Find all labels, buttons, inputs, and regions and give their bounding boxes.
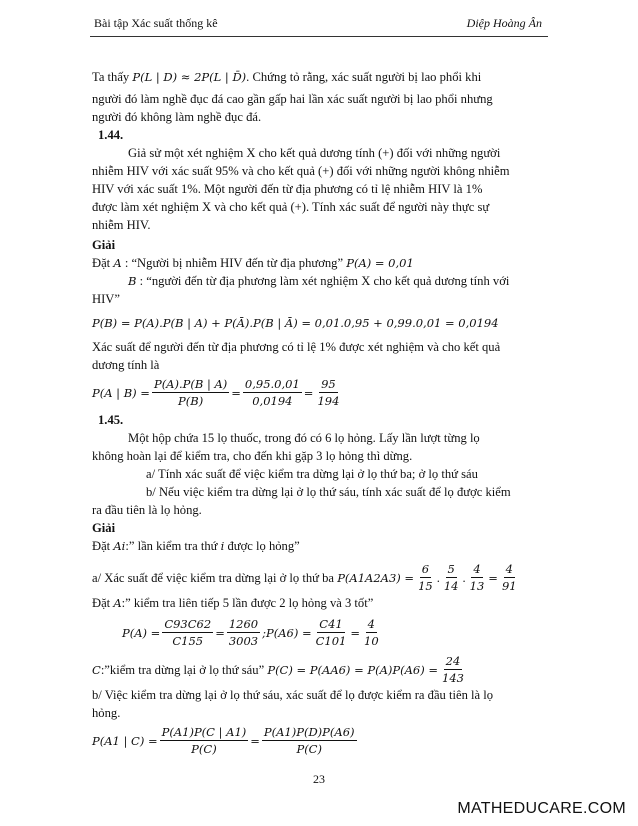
total-probability-equation: P(B) = P(A).P(B | A) + P(Ā).P(B | Ā) = 0,01.0,95 + 0,99.0,01 = 0,0194 — [92, 316, 499, 330]
a-result-num: 4 — [505, 562, 513, 576]
answer-b-equation: P(A1 | C) = $\frac{P(A1)P(C | A1)}{P(C)}$ = $\frac{P(A1)P(D)P(A6)}{P(C)}$ — [92, 725, 355, 756]
def-A-2-text: :” kiểm tra liên tiếp 5 lần được 2 lọ hỏng và 3 tốt” — [121, 596, 374, 610]
page-number: 23 — [313, 772, 325, 786]
answer-b-line-2: hỏng. — [92, 706, 121, 720]
bayes-lhs: P(A | B) = — [92, 385, 150, 400]
prob-C-formula: P(C) = P(AA6) = P(A)P(A6) = — [267, 662, 439, 677]
definition-A — [92, 254, 547, 272]
b-den-2: P(C) — [296, 742, 322, 756]
answer-a: a/ Xác suất để việc kiểm tra dừng lại ở lọ thứ ba P(A1A2A3) = $\frac{6}{15}$ . $\frac{5}{14}$ . $\frac{4}{13}$ = $\frac{4}{91}$ — [92, 562, 517, 593]
question-b-line-1: b/ Nếu việc kiểm tra dừng lại ở lọ thứ sáu, tính xác suất để lọ được kiểm — [146, 485, 511, 499]
definition-B — [92, 272, 547, 290]
exercise-1-44-line-5: nhiễm HIV. — [92, 218, 151, 232]
intro-line-1 — [92, 68, 547, 86]
intro-formula: P(L | D) ≈ 2P(L | D̄) — [132, 70, 247, 84]
b-lhs: P(A1 | C) = — [92, 733, 158, 748]
question-b-line-2: ra đầu tiên là lọ hỏng. — [92, 503, 202, 517]
bayes-num-3: 95 — [321, 377, 336, 391]
pa6-lhs: ;P(A6) = — [262, 625, 312, 640]
bayes-den-2: 0,0194 — [252, 394, 293, 408]
pa6-result-den: 10 — [364, 634, 379, 648]
def-B-text: : “người đến từ địa phương làm xét nghiệm X cho kết quả dương tính với — [136, 274, 510, 288]
pa6-num: C41 — [319, 617, 343, 631]
pa-den: C155 — [172, 634, 204, 648]
bayes-fraction-1 — [152, 376, 229, 409]
pa-mid-num: 1260 — [228, 617, 259, 631]
intro-line-3: người đó không làm nghề đục đá. — [92, 110, 262, 124]
header-title: Bài tập Xác suất thống kê — [94, 16, 218, 30]
pa-frac — [162, 616, 213, 649]
answer-a-result — [500, 561, 519, 594]
var-C: C — [92, 662, 101, 677]
c-result-den: 143 — [442, 671, 464, 685]
prob-C-result — [440, 653, 466, 686]
exercise-1-44-line-4: được làm xét nghiệm X và cho kết quả (+). Tính xác suất để người này thực sự — [92, 200, 490, 214]
pa-num: C93C62 — [164, 617, 212, 631]
solution-label-1-45: Giải — [92, 521, 116, 535]
exercise-1-45-number: 1.45. — [98, 413, 124, 427]
var-A-2: A — [113, 596, 122, 610]
def-prefix-3: Đặt — [92, 596, 111, 610]
b-frac-1 — [160, 724, 249, 757]
a-f2-num: 5 — [447, 562, 455, 576]
bayes-fraction-3 — [315, 376, 341, 409]
pa-mid-den: 3003 — [228, 634, 259, 648]
answer-a-text: a/ Xác suất để việc kiểm tra dừng lại ở lọ thứ ba — [92, 570, 335, 585]
intro-prefix: Ta thấy — [92, 70, 130, 84]
var-A: A — [113, 256, 122, 270]
definition-B-cont: HIV” — [92, 292, 120, 306]
b-den-1: P(C) — [191, 742, 217, 756]
def-Ai-text-2: được lọ hỏng” — [227, 539, 300, 553]
pa6-result-num: 4 — [367, 617, 375, 631]
var-Ai: Ai — [113, 539, 126, 553]
intro-line-2: người đó làm nghề đục đá cao gần gấp hai lần xác suất người bị lao phổi nhưng — [92, 92, 493, 106]
question-a: a/ Tính xác suất để việc kiểm tra dừng lại ở lọ thứ ba; ở lọ thứ sáu — [146, 467, 478, 481]
exercise-1-45-line-1: Một hộp chứa 15 lọ thuốc, trong đó có 6 lọ hỏng. Lấy lần lượt từng lọ — [128, 431, 480, 445]
intro-suffix: . Chứng tỏ rằng, xác suất người bị lao phổi khi — [246, 70, 482, 84]
document-body — [92, 68, 547, 757]
pa-mid-frac — [227, 616, 260, 649]
bayes-den-3: 194 — [317, 394, 340, 408]
exercise-1-45-line-2: không hoàn lại để kiểm tra, cho đến khi gặp 3 lọ hỏng thì dừng. — [92, 449, 413, 463]
pa6-den: C101 — [315, 634, 347, 648]
a-f3-num: 4 — [473, 562, 481, 576]
a-result-den: 91 — [501, 579, 517, 593]
def-C-text: :”kiểm tra dừng lại ở lọ thứ sáu” — [100, 662, 265, 677]
exercise-1-44-line-3: HIV với xác suất 1%. Một người đến từ địa phương có tỉ lệ nhiễm HIV là 1% — [92, 182, 483, 196]
def-Ai-text: :” lần kiểm tra thứ — [125, 539, 218, 553]
prob-A-formula: P(A) = 0,01 — [346, 256, 414, 270]
b-num-1: P(A1)P(C | A1) — [161, 725, 247, 739]
var-B: B — [128, 274, 137, 288]
header-rule — [90, 36, 548, 37]
b-frac-2 — [262, 724, 357, 757]
a-f1-num: 6 — [421, 562, 430, 576]
definition-C — [92, 653, 547, 686]
pa6-result — [362, 616, 381, 649]
exercise-1-44-number: 1.44. — [98, 128, 124, 142]
def-A-text: : “Người bị nhiễm HIV đến từ địa phương” — [124, 256, 344, 270]
bayes-fraction-2 — [243, 376, 302, 409]
prob-A-equation: P(A) = $\frac{C93C62}{C155}$ = $\frac{1260}{3003}$ ;P(A6) = $\frac{C41}{C101}$ = $\frac{4}{10}$ — [122, 617, 379, 648]
conclusion-line-2: dương tính là — [92, 358, 160, 372]
answer-a-lhs: P(A1A2A3) = — [337, 570, 415, 585]
c-result-num: 24 — [445, 654, 461, 668]
definition-A-2 — [92, 594, 547, 612]
a-f3-den: 13 — [469, 579, 485, 593]
conclusion-line-1: Xác suất để người đến từ địa phương có tỉ lệ 1% được xét nghiệm và cho kết quả — [92, 340, 501, 354]
bayes-num-1: P(A).P(B | A) — [153, 377, 228, 391]
bayes-equation: P(A | B) = $\frac{P(A).P(B | A)}{P(B)}$ = $\frac{0,95.0,01}{0,0194}$ = $\frac{95}{194}$ — [92, 377, 340, 408]
bayes-num-2: 0,95.0,01 — [244, 377, 300, 391]
a-f2-den: 14 — [443, 579, 459, 593]
exercise-1-44-line-2: nhiễm HIV với xác suất 95% và cho kết quả (+) đối với những người không nhiễm — [92, 164, 510, 178]
var-i: i — [220, 539, 225, 553]
brand-watermark: MATHEDUCARE.COM — [457, 800, 626, 817]
answer-a-frac-1 — [416, 561, 435, 594]
definition-Ai — [92, 537, 547, 555]
solution-label-1-44: Giải — [92, 238, 116, 252]
def-prefix: Đặt — [92, 256, 111, 270]
pa-lhs: P(A) = — [122, 625, 161, 640]
b-num-2: P(A1)P(D)P(A6) — [263, 725, 355, 739]
exercise-1-44-line-1: Giả sử một xét nghiệm X cho kết quả dương tính (+) đối với những người — [128, 146, 501, 160]
def-prefix-2: Đặt — [92, 539, 111, 553]
answer-a-frac-3 — [468, 561, 487, 594]
bayes-den-1: P(B) — [178, 394, 204, 408]
a-f1-den: 15 — [418, 579, 433, 593]
pa6-frac — [314, 616, 349, 649]
header-author: Diệp Hoàng Ân — [466, 16, 542, 30]
answer-a-frac-2 — [442, 561, 461, 594]
answer-b-line-1: b/ Việc kiểm tra dừng lại ở lọ thứ sáu, xác suất để lọ được kiểm ra đầu tiên là lọ — [92, 688, 494, 702]
